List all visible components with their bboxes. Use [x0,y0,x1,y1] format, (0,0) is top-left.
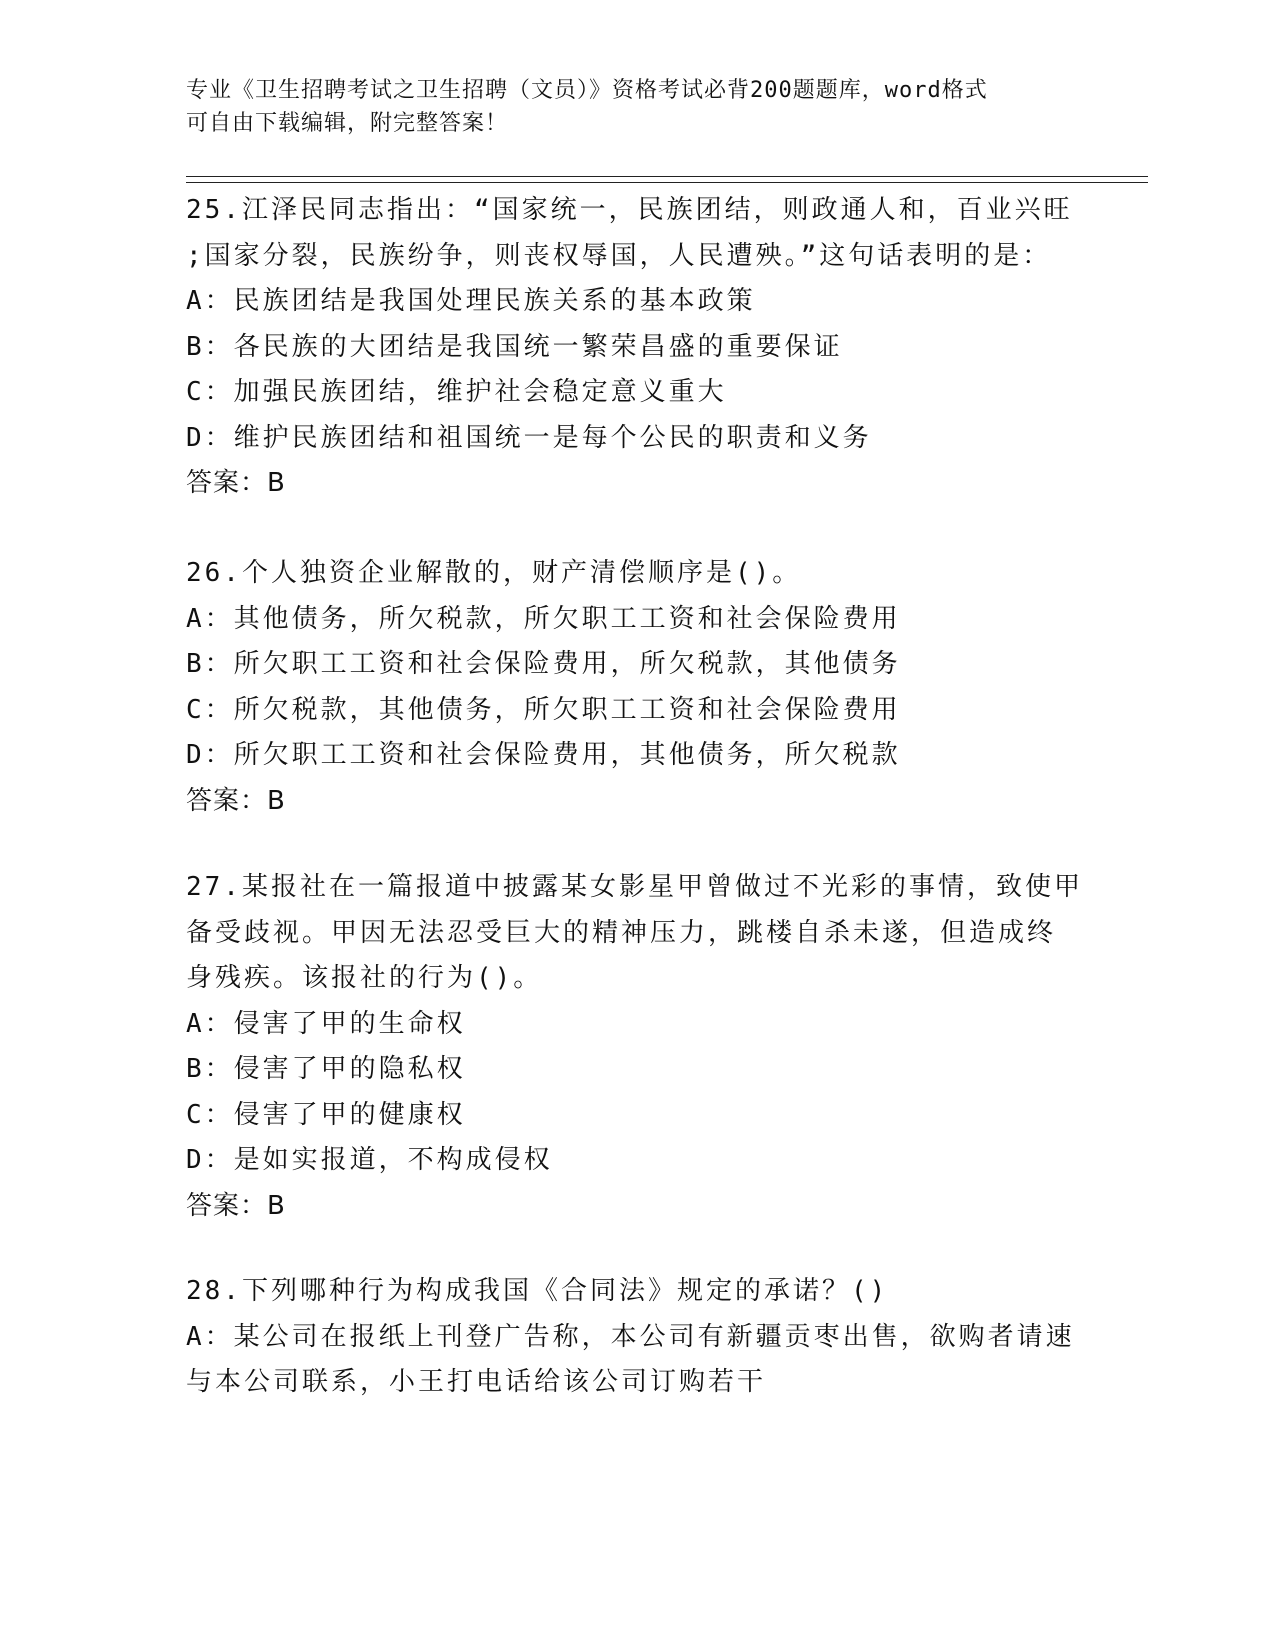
option-b: B：侵害了甲的隐私权 [186,1054,466,1084]
question-text-line: ;国家分裂，民族纷争，则丧权辱国，人民遭殃。”这句话表明的是： [186,240,1052,271]
question-text-line: 身残疾。该报社的行为()。 [186,963,543,993]
question-text-line: 27.某报社在一篇报道中披露某女影星甲曾做过不光彩的事情，致使甲 [186,872,1083,902]
option-d: D：维护民族团结和祖国统一是每个公民的职责和义务 [186,422,872,453]
option-a: A：侵害了甲的生命权 [186,1008,466,1039]
question-text-line: 25.江泽民同志指出：“国家统一，民族团结，则政通人和，百业兴旺 [186,195,1073,225]
option-a: A：民族团结是我国处理民族关系的基本政策 [186,286,756,316]
question-text-line: 备受歧视。甲因无法忍受巨大的精神压力，跳楼自杀未遂，但造成终 [186,917,1057,948]
header-divider-bottom [186,182,1148,183]
question-26 [186,551,1086,824]
option-b: B：所欠职工工资和社会保险费用，所欠税款，其他债务 [186,649,901,679]
option-c: C：所欠税款，其他债务，所欠职工工资和社会保险费用 [186,694,901,725]
question-27 [186,865,1086,1229]
option-b: B：各民族的大团结是我国统一繁荣昌盛的重要保证 [186,331,843,362]
question-25 [186,188,1086,507]
question-28 [186,1269,1086,1406]
header-divider-top [186,176,1148,177]
option-a: A：其他债务，所欠税款，所欠职工工资和社会保险费用 [186,603,901,634]
option-d: D：所欠职工工资和社会保险费用，其他债务，所欠税款 [186,740,901,770]
option-a: A：某公司在报纸上刊登广告称，本公司有新疆贡枣出售，欲购者请速 [186,1321,1075,1352]
answer-label: 答案：B [186,785,286,816]
option-a-continued: 与本公司联系，小王打电话给该公司订购若干 [186,1367,767,1397]
option-c: C：侵害了甲的健康权 [186,1099,466,1130]
option-c: C：加强民族团结，维护社会稳定意义重大 [186,377,727,407]
question-text-line: 26.个人独资企业解散的，财产清偿顺序是()。 [186,558,802,588]
document-header [186,74,1086,140]
header-line-2: 可自由下载编辑，附完整答案！ [186,111,509,136]
header-line-1: 专业《卫生招聘考试之卫生招聘（文员）》资格考试必背200题题库，word格式 [186,78,988,103]
option-d: D：是如实报道，不构成侵权 [186,1145,553,1175]
question-text-line: 28.下列哪种行为构成我国《合同法》规定的承诺？() [186,1276,889,1306]
answer-label: 答案：B [186,1190,286,1221]
answer-label: 答案：B [186,468,286,498]
